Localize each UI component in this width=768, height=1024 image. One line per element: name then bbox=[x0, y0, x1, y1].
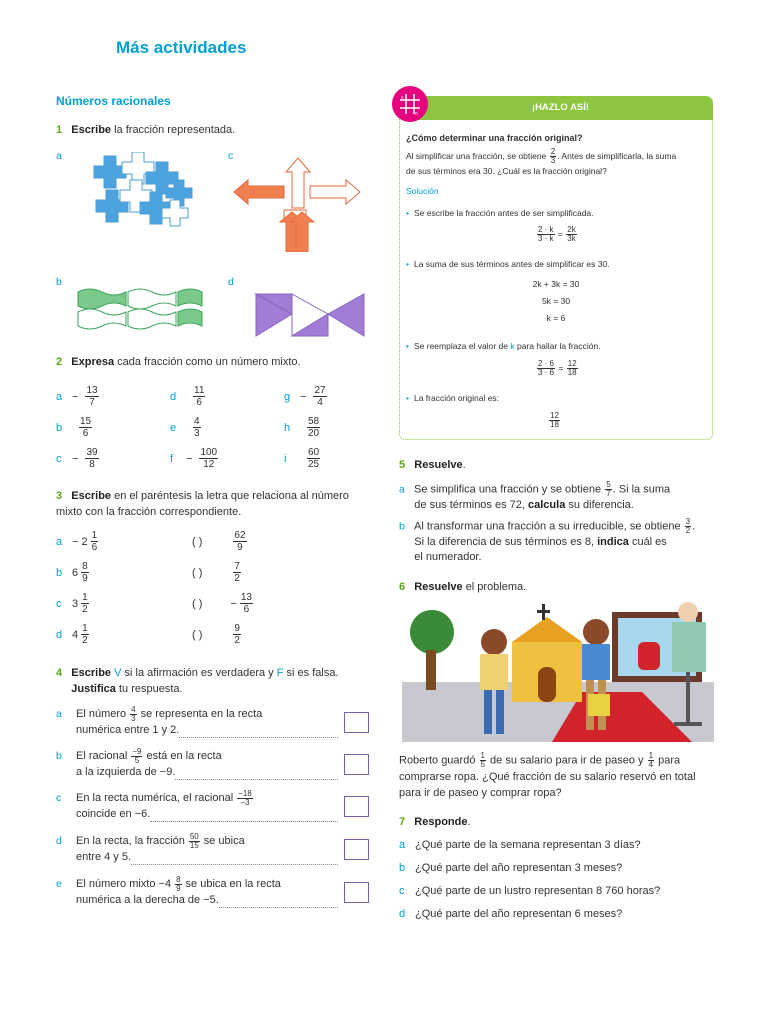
statement-text: se representa en la recta bbox=[140, 708, 263, 720]
mixed-number bbox=[72, 623, 132, 646]
hazlo-header: ¡HAZLO ASÍ! bbox=[408, 96, 713, 120]
q3-row bbox=[56, 561, 286, 584]
denominator: 3 bbox=[131, 714, 136, 723]
fraction bbox=[81, 623, 89, 646]
q4-item bbox=[56, 876, 370, 908]
mixed-number bbox=[72, 530, 132, 553]
fraction bbox=[233, 561, 241, 584]
statement-text: numérica a la derecha de −5. bbox=[76, 894, 219, 906]
numerator: 13 bbox=[86, 385, 98, 396]
item-letter: b bbox=[56, 750, 62, 762]
q5-item-b: b Al transformar una fracción a su irreducible, se obtiene $\frac{3}{2}$ . Si la diferencia de sus términos es 8, indica cuál es el numerador. bbox=[399, 517, 696, 563]
tictactoe-icon bbox=[392, 86, 428, 122]
numerator: 1 bbox=[82, 592, 88, 603]
fraction bbox=[193, 416, 201, 439]
fraction bbox=[307, 447, 320, 470]
whole: − 2 bbox=[72, 535, 88, 548]
numerator: 100 bbox=[200, 447, 218, 458]
sign: − bbox=[230, 597, 237, 610]
fraction bbox=[130, 706, 136, 723]
statement-text: entre 4 y 5. bbox=[76, 851, 132, 863]
numerator: 60 bbox=[308, 447, 320, 458]
fraction-option bbox=[230, 592, 254, 615]
hazlo-intro: Al simplificar una fracción, se obtiene $\frac{2}{3}$ . Antes de simplificarla, la suma de sus términos era 30. ¿Cuál es la fracción original? bbox=[406, 147, 677, 176]
item-letter: h bbox=[284, 421, 291, 434]
hazlo-step-4: • La fracción original es: bbox=[406, 393, 500, 403]
numerator: 27 bbox=[314, 385, 326, 396]
svg-text:x: x bbox=[401, 95, 404, 101]
numerator: 50 bbox=[189, 832, 199, 841]
item-letter: c bbox=[399, 885, 405, 897]
numerator: 4 bbox=[131, 705, 136, 714]
item-letter: b bbox=[399, 862, 406, 874]
item-letter: i bbox=[284, 452, 287, 465]
item-letter: d bbox=[56, 628, 63, 641]
q4-item bbox=[56, 790, 370, 822]
q2-item bbox=[56, 447, 100, 470]
q2-item bbox=[284, 385, 328, 408]
section-title: Números racionales bbox=[56, 94, 171, 108]
answer-parenthesis[interactable]: ( ) bbox=[192, 597, 203, 610]
mixed-number bbox=[72, 592, 132, 615]
question-2: 2 Expresa cada fracción como un número mixto. bbox=[56, 356, 301, 368]
fraction-option bbox=[230, 530, 247, 553]
denominator: 2 bbox=[234, 635, 240, 646]
answer-parenthesis[interactable]: ( ) bbox=[192, 535, 203, 548]
item-letter: d bbox=[170, 390, 177, 403]
figure-crosses bbox=[82, 152, 194, 234]
numerator: 39 bbox=[86, 447, 98, 458]
denominator: 6 bbox=[243, 604, 250, 615]
fraction bbox=[240, 592, 253, 615]
q2-item bbox=[56, 385, 100, 408]
item-letter: a bbox=[56, 535, 63, 548]
fraction bbox=[193, 385, 205, 408]
fraction bbox=[81, 592, 89, 615]
question-text: ¿Qué parte de un lustro representan 8 760 horas? bbox=[415, 885, 661, 897]
q1-label-d: d bbox=[228, 276, 234, 288]
q6-text: Roberto guardó $\frac{1}{5}$ de su salario para ir de paseo y $\frac{1}{4}$ para comprarse ropa. ¿Qué fracción de su salario reservó en total para ir de paseo y comprar ropa? bbox=[399, 751, 696, 799]
q5-item-a: a Se simplifica una fracción y se obtiene $\frac{5}{7}$ . Si la suma de sus términos es 72, calcula su diferencia. bbox=[399, 480, 671, 511]
statement-text: coincide en −6. bbox=[76, 808, 151, 820]
numerator: 4 bbox=[194, 416, 200, 427]
fraction bbox=[85, 447, 98, 470]
fraction bbox=[91, 530, 99, 553]
denominator: 6 bbox=[82, 428, 89, 439]
item-letter: c bbox=[56, 452, 62, 465]
q1-label-a: a bbox=[56, 150, 62, 162]
answer-box[interactable] bbox=[344, 754, 369, 775]
fraction bbox=[131, 748, 142, 765]
question-4: 4 Escribe V si la afirmación es verdadera y F si es falsa. Justifica tu respuesta. bbox=[56, 667, 339, 695]
figure-triangles bbox=[254, 290, 370, 340]
hazlo-eq-2c: k = 6 bbox=[546, 313, 566, 323]
q7-item bbox=[399, 839, 641, 851]
denominator: 2 bbox=[234, 573, 240, 584]
numerator: 8 bbox=[82, 561, 88, 572]
answer-box[interactable] bbox=[344, 712, 369, 733]
hazlo-step-3: • Se reemplaza el valor de k para hallar la fracción. bbox=[406, 341, 601, 351]
statement-text: se ubica en la recta bbox=[185, 878, 281, 890]
statement-text: El número mixto −4 bbox=[76, 878, 172, 890]
numerator: 7 bbox=[234, 561, 240, 572]
fraction bbox=[189, 833, 200, 850]
denominator: 20 bbox=[308, 428, 320, 439]
denominator: 9 bbox=[237, 542, 243, 553]
statement-text: El número bbox=[76, 708, 127, 720]
hazlo-step-1: • Se escribe la fracción antes de ser simplificada. bbox=[406, 208, 594, 218]
hazlo-eq-3: $\frac{2 \cdot 6}{3 \cdot 6}$ = $\frac{12}{18}$ bbox=[538, 359, 577, 377]
sign: − bbox=[72, 452, 79, 465]
fraction-option bbox=[230, 561, 242, 584]
hazlo-solution-label: Solución bbox=[406, 186, 439, 196]
question-6: 6 Resuelve el problema. bbox=[399, 581, 527, 593]
denominator: 4 bbox=[317, 397, 323, 408]
denominator: 8 bbox=[89, 459, 95, 470]
numerator: 1 bbox=[82, 623, 88, 634]
hazlo-step-2: • La suma de sus términos antes de simplificar es 30. bbox=[406, 259, 610, 269]
numerator: 62 bbox=[234, 530, 246, 541]
statement-text: se ubica bbox=[203, 835, 245, 847]
denominator: 2 bbox=[82, 635, 88, 646]
q2-item bbox=[170, 447, 219, 470]
figure-waves bbox=[76, 286, 206, 336]
fraction bbox=[81, 561, 89, 584]
q1-label-c: c bbox=[228, 150, 234, 162]
whole: 6 bbox=[72, 566, 79, 579]
sign: − bbox=[300, 390, 307, 403]
answer-box[interactable] bbox=[344, 839, 369, 860]
q7-item bbox=[399, 862, 622, 874]
answer-parenthesis[interactable]: ( ) bbox=[192, 628, 203, 641]
fraction bbox=[79, 416, 92, 439]
q4-item bbox=[56, 706, 370, 738]
hazlo-final: $\frac{12}{18}$ bbox=[550, 411, 559, 429]
numerator: 15 bbox=[80, 416, 92, 427]
denominator: 2 bbox=[82, 604, 88, 615]
denominator: 5 bbox=[134, 756, 140, 765]
item-letter: c bbox=[56, 792, 62, 804]
numerator: 8 bbox=[176, 875, 181, 884]
numerator: 58 bbox=[308, 416, 320, 427]
question-text: ¿Qué parte de la semana representan 3 días? bbox=[415, 839, 641, 851]
hazlo-eq-2b: 5k = 30 bbox=[541, 296, 571, 306]
fraction bbox=[237, 790, 253, 807]
item-letter: e bbox=[170, 421, 177, 434]
item-letter: d bbox=[399, 908, 406, 920]
sign: − bbox=[186, 452, 193, 465]
hazlo-question: ¿Cómo determinar una fracción original? bbox=[406, 133, 583, 143]
justification-line[interactable] bbox=[179, 728, 338, 738]
denominator: 25 bbox=[308, 459, 320, 470]
hazlo-eq-2a: 2k + 3k = 30 bbox=[532, 279, 580, 289]
q4-item bbox=[56, 748, 370, 780]
q7-item bbox=[399, 885, 660, 897]
justification-line[interactable] bbox=[131, 855, 338, 865]
question-5: 5 Resuelve. bbox=[399, 459, 466, 471]
fraction bbox=[307, 416, 320, 439]
question-text: ¿Qué parte del año representan 3 meses? bbox=[415, 862, 623, 874]
fraction bbox=[175, 876, 181, 893]
item-letter: a bbox=[399, 839, 406, 851]
justification-line[interactable] bbox=[219, 898, 338, 908]
fraction bbox=[85, 385, 98, 408]
statement-text: a la izquierda de −9. bbox=[76, 766, 176, 778]
statement-text: El racional bbox=[76, 750, 128, 762]
q2-item bbox=[170, 416, 202, 439]
denominator: 6 bbox=[91, 542, 98, 553]
denominator: 7 bbox=[89, 397, 95, 408]
item-letter: a bbox=[56, 708, 62, 720]
q2-item bbox=[284, 447, 321, 470]
denominator: 12 bbox=[203, 459, 215, 470]
question-text: ¿Qué parte del año representan 6 meses? bbox=[415, 908, 623, 920]
question-7: 7 Responde. bbox=[399, 816, 471, 828]
q2-item bbox=[284, 416, 321, 439]
whole: 3 bbox=[72, 597, 79, 610]
q3-row bbox=[56, 592, 286, 615]
q4-item bbox=[56, 833, 370, 865]
q3-row bbox=[56, 623, 286, 646]
item-letter: e bbox=[56, 878, 62, 890]
statement-text: numérica entre 1 y 2. bbox=[76, 724, 180, 736]
q2-item bbox=[56, 416, 93, 439]
mixed-number bbox=[72, 561, 132, 584]
page-title: Más actividades bbox=[116, 38, 247, 57]
numerator: 11 bbox=[194, 385, 205, 396]
figure-arrows bbox=[232, 156, 362, 252]
item-letter: b bbox=[56, 421, 63, 434]
question-3: 3 Escribe en el paréntesis la letra que relaciona al número mixto con la fracción correspondiente. bbox=[56, 490, 349, 518]
denominator: 6 bbox=[196, 397, 202, 408]
hazlo-eq-1: $\frac{2 \cdot k}{3 \cdot k}$ = $\frac{2k}{3k}$ bbox=[538, 225, 576, 243]
item-letter: f bbox=[170, 452, 174, 465]
statement-text: En la recta, la fracción bbox=[76, 835, 185, 847]
item-letter: g bbox=[284, 390, 291, 403]
numerator: 9 bbox=[234, 623, 240, 634]
item-letter: a bbox=[56, 390, 63, 403]
fraction-option bbox=[230, 623, 242, 646]
fraction bbox=[233, 530, 246, 553]
item-letter: b bbox=[56, 566, 63, 579]
q3-row bbox=[56, 530, 286, 553]
question-1: 1 Escribe la fracción representada. bbox=[56, 124, 236, 136]
item-letter: d bbox=[56, 835, 62, 847]
numerator: 1 bbox=[91, 530, 98, 541]
illustration-shopping bbox=[402, 602, 714, 742]
fraction bbox=[199, 447, 218, 470]
denominator: −3 bbox=[240, 798, 250, 807]
whole: 4 bbox=[72, 628, 79, 641]
numerator: −9 bbox=[132, 747, 142, 756]
denominator: 9 bbox=[176, 884, 181, 893]
fraction bbox=[313, 385, 326, 408]
item-letter: c bbox=[56, 597, 62, 610]
answer-box[interactable] bbox=[344, 796, 369, 817]
q7-item bbox=[399, 908, 622, 920]
denominator: 3 bbox=[194, 428, 200, 439]
sign: − bbox=[72, 390, 79, 403]
svg-text:o: o bbox=[415, 111, 418, 117]
numerator: −18 bbox=[238, 789, 252, 798]
denominator: 15 bbox=[189, 841, 199, 850]
justification-line[interactable] bbox=[175, 770, 338, 780]
fraction bbox=[233, 623, 241, 646]
statement-text: está en la recta bbox=[146, 750, 222, 762]
denominator: 9 bbox=[82, 573, 88, 584]
justification-line[interactable] bbox=[150, 812, 338, 822]
q1-label-b: b bbox=[56, 276, 62, 288]
q2-item bbox=[170, 385, 206, 408]
statement-text: En la recta numérica, el racional bbox=[76, 792, 234, 804]
answer-parenthesis[interactable]: ( ) bbox=[192, 566, 203, 579]
numerator: 13 bbox=[240, 592, 252, 603]
answer-box[interactable] bbox=[344, 882, 369, 903]
